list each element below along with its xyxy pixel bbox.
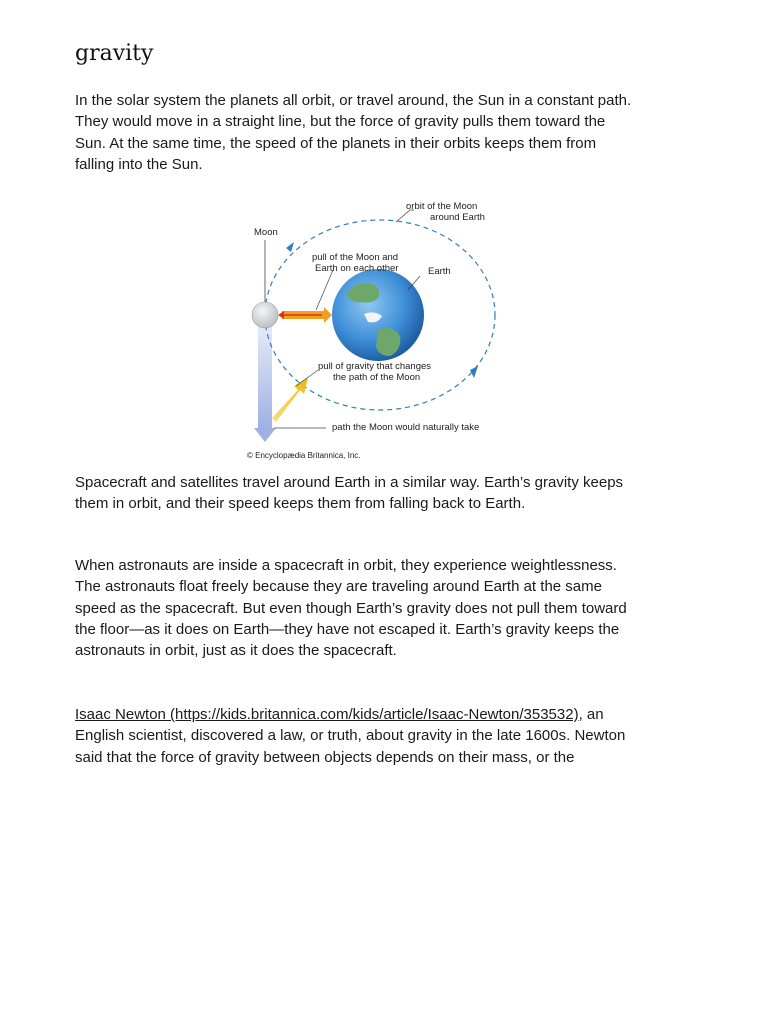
paragraph-newton-text: , an English scientist, discovered a law, or truth, about gravity in the late 1600s. Newton said that the force of gravity between objects depends on their mass, or the <box>75 706 626 766</box>
pull-label-line2: Earth on each other <box>315 263 399 274</box>
gravity-label-line1: pull of gravity that changes <box>318 361 432 372</box>
paragraph-astronauts: When astronauts are inside a spacecraft in orbit, they experience weightlessness. The astronauts float freely because they are traveling around Earth at the same speed as the spacecraft. But even though Earth’s gravity does not pull them toward the floor—as it does on Earth—they have not escaped it. Earth’s gravity keeps the astronauts in orbit, just as it does the spacecraft. <box>75 557 627 660</box>
paragraph-solar-system: In the solar system the planets all orbit, or travel around, the Sun in a constant path. They would move in a straight line, but the force of gravity pulls them toward the Sun. At the same time, the speed of the planets in their orbits keeps them from falling into the Sun. <box>75 92 632 173</box>
gravity-label-leader <box>296 370 318 386</box>
pull-arrow-head-left <box>278 311 284 319</box>
gravity-label-line2: the path of the Moon <box>333 372 421 383</box>
pull-label-line1: pull of the Moon and <box>312 252 399 263</box>
moon-orbit-svg <box>228 190 528 470</box>
figure-credit: © Encyclopædia Britannica, Inc. <box>247 451 361 460</box>
paragraph-newton <box>75 704 635 768</box>
isaac-newton-link[interactable]: Isaac Newton (https://kids.britannica.com/kids/article/Isaac-Newton/353532) <box>75 706 579 723</box>
pull-label-leader <box>316 270 333 310</box>
straight-path-arrowhead <box>254 428 276 442</box>
moon-body <box>252 302 278 328</box>
orbit-direction-arrow-right <box>470 366 478 378</box>
straight-path-bar <box>258 320 272 430</box>
gravity-arrow <box>272 378 308 422</box>
paragraph-spacecraft: Spacecraft and satellites travel around Earth in a similar way. Earth’s gravity keeps them in orbit, and their speed keeps them from falling back to Earth. <box>75 474 624 513</box>
orbit-label-line2: around Earth <box>430 212 485 223</box>
path-label: path the Moon would naturally take <box>332 422 480 433</box>
pull-arrow-head-right <box>324 307 332 323</box>
moon-label: Moon <box>254 227 278 238</box>
orbit-direction-arrow-top <box>286 242 294 252</box>
moon-orbit-diagram <box>228 190 528 470</box>
article-title: gravity <box>75 41 154 66</box>
earth-label: Earth <box>428 266 451 277</box>
orbit-label-line1: orbit of the Moon <box>406 201 478 212</box>
